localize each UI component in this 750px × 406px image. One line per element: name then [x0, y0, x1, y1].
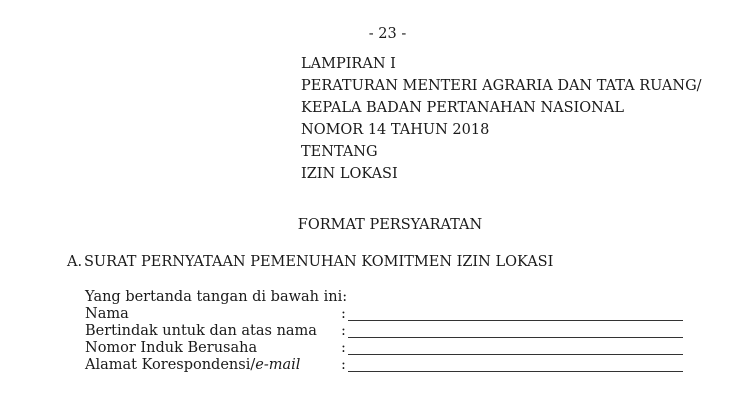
section-title: SURAT PERNYATAAN PEMENUHAN KOMITMEN IZIN LOKASI — [84, 254, 554, 270]
field-blank-line[interactable] — [348, 337, 683, 338]
field-colon: : — [341, 357, 346, 373]
format-title: FORMAT PERSYARATAN — [297, 217, 483, 233]
field-nomor-induk — [85, 341, 685, 358]
field-label-text: Alamat Korespondensi/ — [85, 357, 256, 373]
field-label — [85, 358, 300, 373]
lampiran-line: PERATURAN MENTERI AGRARIA DAN TATA RUANG/ — [301, 78, 702, 94]
field-colon: : — [341, 323, 346, 339]
field-label: Nomor Induk Berusaha — [85, 340, 258, 356]
form-fields — [85, 307, 685, 375]
lampiran-line: KEPALA BADAN PERTANAHAN NASIONAL — [301, 100, 624, 116]
field-nama — [85, 307, 685, 324]
field-blank-line[interactable] — [348, 320, 683, 321]
lampiran-line: TENTANG — [301, 144, 378, 160]
field-label: Nama — [85, 306, 129, 322]
field-label-italic: e-mail — [255, 357, 301, 373]
lampiran-line: NOMOR 14 TAHUN 2018 — [301, 122, 490, 138]
field-alamat — [85, 358, 685, 375]
section-a-heading — [67, 255, 553, 270]
field-label: Bertindak untuk dan atas nama — [85, 323, 317, 339]
section-letter: A. — [67, 254, 83, 270]
field-colon: : — [341, 340, 346, 356]
field-blank-line[interactable] — [348, 354, 683, 355]
lampiran-line: IZIN LOKASI — [301, 166, 398, 182]
lampiran-line: LAMPIRAN I — [301, 56, 396, 72]
field-blank-line[interactable] — [348, 371, 683, 372]
field-colon: : — [341, 306, 346, 322]
field-bertindak — [85, 324, 685, 341]
form-intro: Yang bertanda tangan di bawah ini: — [85, 289, 348, 305]
page-number: - 23 - — [368, 26, 407, 42]
lampiran-header — [301, 57, 702, 189]
